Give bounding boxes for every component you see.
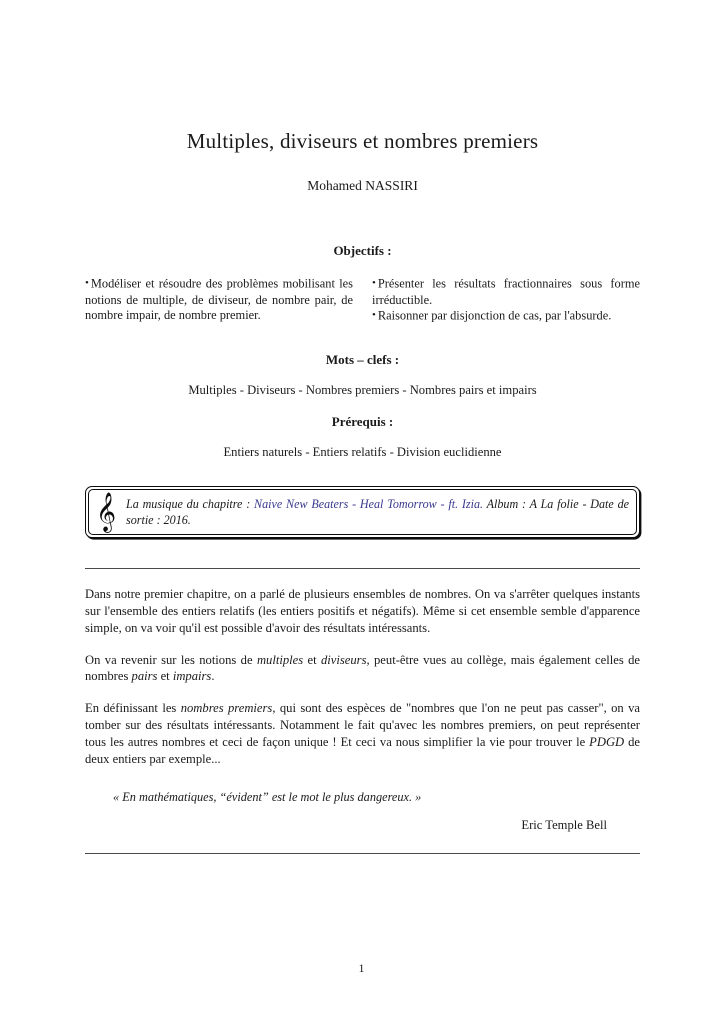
emphasis-pairs: pairs [131, 669, 158, 684]
divider-bottom [85, 853, 640, 854]
quotation-text: « En mathématiques, “évident” est le mot le plus dangereux. » [113, 789, 422, 804]
body-paragraph-1: Dans notre premier chapitre, on a parlé de plusieurs ensembles de nombres. On va s'arrêter quelques instants sur l'ensemble des entiers relatifs (les entiers positifs et négatifs). Même si cet ensemble semble d'apparence simple, on va voir qu'il est possible d'avoir des résultats intéressants. [85, 586, 640, 635]
text-run: et [157, 669, 173, 684]
page-title: Multiples, diviseurs et nombres premiers [186, 129, 539, 153]
emphasis-diviseurs: diviseurs [321, 652, 367, 667]
body-paragraph-2 [85, 637, 640, 686]
list-item [372, 276, 640, 308]
mots-clefs-heading: Mots – clefs : [325, 351, 400, 367]
prerequis-heading: Prérequis : [331, 413, 394, 429]
document-author: Mohamed NASSIRI [307, 178, 418, 194]
music-track-link[interactable]: Naive New Beaters - Heal Tomorrow - ft. Izia. [254, 496, 484, 511]
emphasis-impairs: impairs [172, 669, 212, 684]
page-number: 1 [358, 961, 365, 975]
objectif-text: Modéliser et résoudre des problèmes mobilisant les notions de multiple, de diviseur, de nombre pair, de nombre impair, de nombre premier. [85, 276, 353, 323]
list-item [372, 308, 640, 324]
bullet-icon: • [372, 309, 376, 322]
music-suffix: Album : A La folie - Date de sortie : 2016. [126, 496, 629, 527]
music-box-wrapper [85, 460, 640, 538]
objectifs-heading: Objectifs : [333, 243, 392, 259]
music-box-text [126, 496, 629, 528]
text-run: En définissant les [85, 701, 181, 716]
emphasis-nombres-premiers: nombres premiers [180, 701, 273, 716]
text-run: , peut-être vues au collège, mais également celles de nombres [85, 652, 640, 684]
objectifs-left-column [85, 276, 353, 325]
emphasis-multiples: multiples [256, 652, 304, 667]
bullet-icon: • [85, 277, 89, 290]
bullet-icon: • [372, 277, 376, 290]
quotation-author: Eric Temple Bell [521, 817, 607, 832]
text-run: . [211, 669, 215, 684]
music-prefix: La musique du chapitre : [126, 496, 255, 511]
page-content [85, 0, 640, 854]
list-item [85, 276, 353, 324]
text-run: , qui sont des espèces de "nombres que l'on ne peut pas casser", on va tomber sur des résultats intéressants. Notamment le fait qu'avec les nombres premiers, on peut représenter tous les autres nombres et ceci de façon unique ! Et ceci va nous simplifier la vie pour trouver le [85, 701, 640, 750]
objectifs-right-column [372, 276, 640, 325]
text-run: de deux entiers par exemple... [85, 735, 640, 766]
body-paragraph-3 [85, 685, 640, 768]
prerequis-list: Entiers naturels - Entiers relatifs - Division euclidienne [223, 444, 502, 459]
emphasis-pdgd: PDGD [589, 735, 625, 750]
objectif-text: Raisonner par disjonction de cas, par l'absurde. [377, 308, 612, 323]
objectif-text: Présenter les résultats fractionnaires sous forme irréductible. [372, 276, 640, 307]
chapter-music-box [85, 486, 640, 538]
treble-clef-icon: 𝄞 [96, 491, 117, 532]
mots-clefs-list: Multiples - Diviseurs - Nombres premiers - Nombres pairs et impairs [188, 382, 537, 397]
objectifs-columns [85, 259, 640, 325]
text-run: On va revenir sur les notions de [85, 652, 257, 667]
text-run: et [303, 652, 321, 667]
